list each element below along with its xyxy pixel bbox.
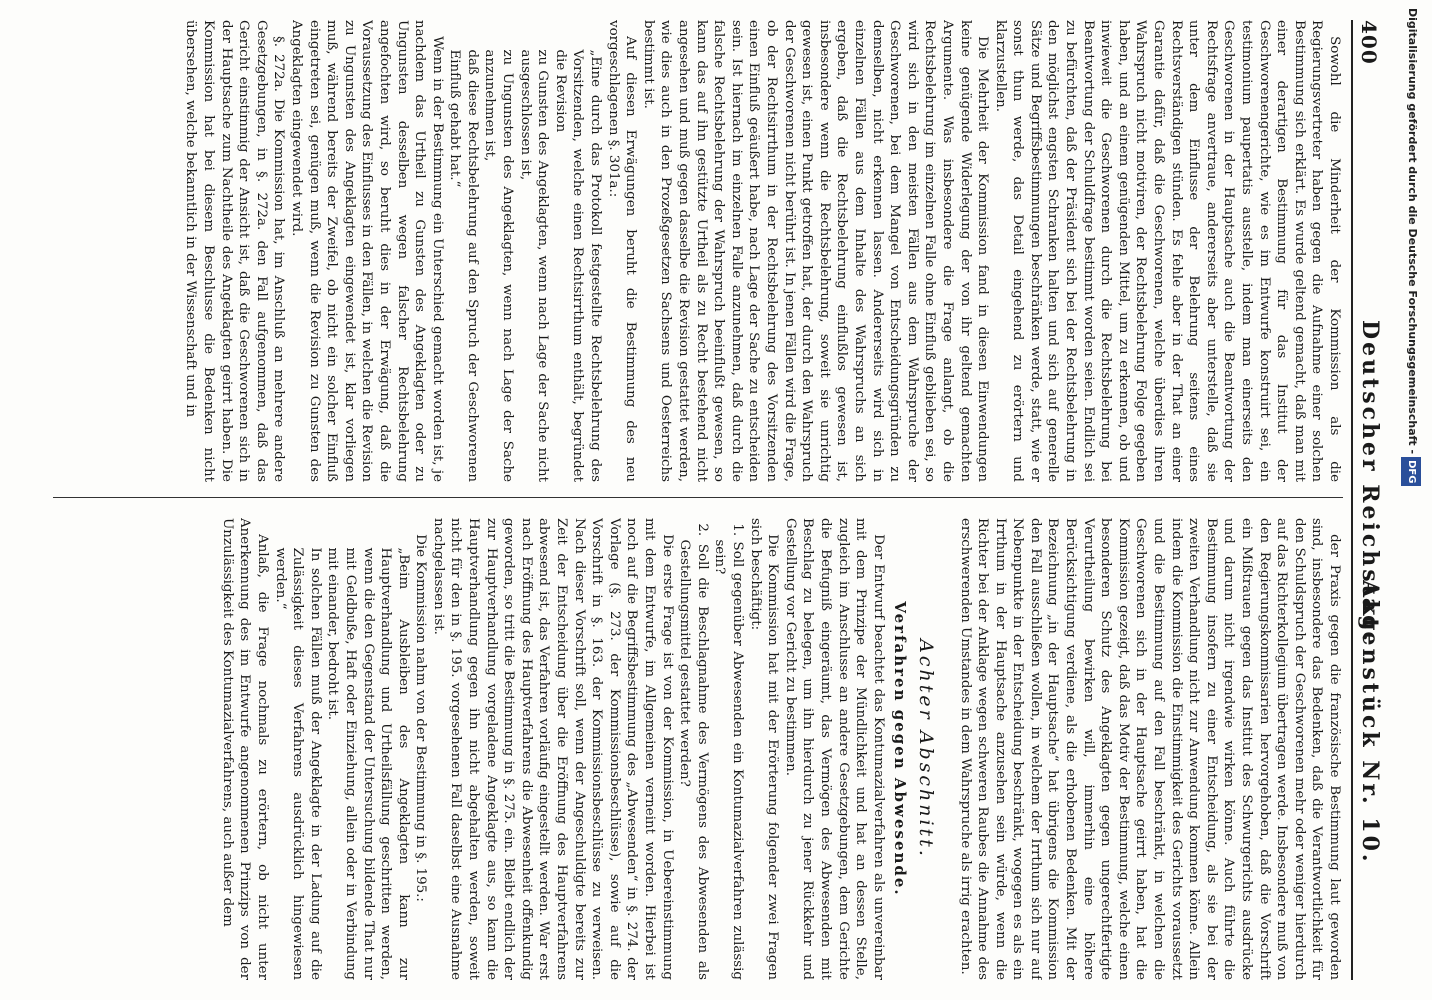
quotation: zu Gunsten des Angeklagten, wenn nach Lage der Sache nicht ausgeschlossen ist, (517, 49, 551, 482)
quotation: In solchen Fällen muß der Angeklagte in der Ladung auf die Zulässigkeit dieses Verfahrens ausdrücklich hingewiesen werden.“ (272, 547, 323, 980)
footer-text (1400, 8, 1422, 993)
digitization-footer (1402, 8, 1428, 993)
numbered-item: 2. Soll die Beschlagnahme des Vermögens des Abwesenden als Gestellungsmittel gestattet werden? (677, 523, 710, 980)
page-header (1351, 20, 1389, 980)
numbered-item: 1. Soll gegenüber Abwesenden ein Kontumazialverfahren zulässig sein? (712, 523, 745, 980)
paragraph: Die Mehrheit der Kommission fand in diesen Einwendungen keine genügende Widerlegung der von ihr geltend gemachten Argumente. Was insbesondere die Frage anlangt, ob die Rechtsbelehrung im einzelnen Falle ohne Einfluß geblieben sei, so wird sich in den meisten Fällen aus dem Wahrspruche der Geschworenen, bei dem Mangel von Entscheidungsgründen zu demselben, nicht erkennen lassen. Andererseits wird sich in einzelnen Fällen aus dem Inhalte des Wahrspruchs an sich ergeben, daß die Rechtsbelehrung einflußlos gewesen ist, insbesondere wenn die Rechtsbelehrung, soweit sie unrichtig gewesen ist, einen Punkt getroffen hat, der durch den Wahrspruch der Geschworenen nicht berührt ist. In jenen Fällen wird die Frage, ob der Rechtsirrthum in der Rechtsbelehrung des Vorsitzenden einen Einfluß geäußert habe, nach Lage der Sache zu entscheiden sein. Ist hiernach im einzelnen Falle anzunehmen, daß durch die falsche Rechtsbelehrung der Wahrspruch beeinflußt gewesen, so kann das auf ihn gestützte Urtheil als zu Recht bestehend nicht angesehen und muß gegen dasselbe die Revision gestattet werden, wie dies auch in den Prozeßgesetzen Sachsens und Oesterreichs bestimmt ist. (640, 20, 991, 482)
quotation: zu Ungunsten des Angeklagten, wenn nach Lage der Sache anzunehmen ist, (482, 49, 516, 482)
paragraph: Anlaß, die Frage nochmals zu erörtern, ob nicht unter Anerkennung des im Entwurfe angenommenen Prinzips von der Unzulässigkeit des Kontumazialverfahrens, auch außer dem (219, 518, 270, 980)
digitization-note: Digitalisierung gefördert durch die Deutsche Forschungsgemeinschaft - (1406, 8, 1419, 455)
paragraph: §. 272a. Die Kommission hat, im Anschluß an mehrere andere Gesetzgebungen, in §. 272a. den Fall aufgenommen, daß das Gericht einstimmig der Ansicht ist, daß die Geschworenen sich in der Hauptsache zum Nachtheile des Angeklagten geirrt haben. Die Kommission hat bei diesem Beschlusse die Bedenken nicht übersehen, welche bekanntlich in der Wissenschaft und in (183, 20, 287, 482)
paragraph: Der Entwurf beachtet das Kontumazialverfahren als unvereinbar mit dem Prinzipe der Mündlichkeit und hat an dessen Stelle, zugleich im Anschlusse an andere Gesetzgebungen, dem Gerichte die Befugniß eingeräumt, das Vermögen des Abwesenden mit Beschlag zu belegen, um ihn hierdurch zu jener Rückkehr und Gestellung vor Gericht zu bestimmen. (782, 518, 886, 980)
paragraph: Auf diesen Erwägungen beruht die Bestimmung des neu vorgeschlagenen §. 301a.: (605, 20, 639, 482)
paragraph: Die Kommission nahm von der Bestimmung in §. 195.: (413, 534, 429, 902)
right-column (53, 518, 1343, 980)
left-column (53, 20, 1343, 482)
paragraph: Die erste Frage ist von der Kommission, in Uebereinstimmung mit dem Entwurfe, im Allgemeinen verneint worden. Hierbei ist noch auf die Begriffsbestimmung des „Abwesenden“ in §. 274. der Vorlage (§. 273. der Kommissionsbeschlüsse), sowie auf die Vorschrift in §. 163. der Kommissionsbeschlüsse zu verweisen. Nach dieser Vorschrift soll, wenn der Angeschuldigte bereits zur Zeit der Entscheidung über die Eröffnung des Hauptverfahrens abwesend ist, das Verfahren vorläufig eingestellt werden. War erst nach Eröffnung des Hauptverfahrens die Abwesenheit offenkundig geworden, so tritt die Bestimmung in §. 275. ein. Bleibt endlich der zur Hauptverhandlung vorgeladene Angeklagte aus, so kann die Hauptverhandlung gegen ihn nicht abgehalten werden, soweit nicht für den in §. 195. vorgesehenen Fall daselbst eine Ausnahme nachgelassen ist. (430, 518, 675, 980)
page-number: 400 (1357, 20, 1381, 65)
column-divider (53, 497, 1343, 498)
dfg-badge: DFG (1401, 457, 1421, 486)
document-page (35, 0, 1395, 990)
paragraph: Die Kommission hat mit der Erörterung folgender zwei Fragen sich beschäftigt: (747, 518, 781, 980)
section-subtitle: Verfahren gegen Abwesende. (891, 601, 910, 897)
quotation: „Beim Ausbleiben des Angeklagten kann zur Hauptverhandlung und Urtheilsfällung geschritten werden, wenn die den Gegenstand der Untersuchung bildende That nur mit Geldbuße, Haft oder Einziehung, allein oder in Verbindung mit einander, bedroht ist. (325, 547, 411, 980)
paragraph: Wenn in der Bestimmung ein Unterschied gemacht worden ist, je nachdem das Urtheil zu Gunsten des Angeklagten oder zu Ungunsten desselben wegen falscher Rechtsbelehrung angefochten wird, so beruht dies in der Erwägung, daß die Voraussetzung des Einflusses in den Fällen, in welchen die Revision zu Ungunsten des Angeklagten eingewendet ist, klar vorliegen muß, während bereits der Zweifel, ob nicht ein solcher Einfluß eingetreten sei, genügen muß, wenn die Revision zu Gunsten des Angeklagten eingewendet wird. (288, 20, 445, 482)
quotation: daß diese Rechtsbelehrung auf den Spruch der Geschworenen Einfluß gehabt hat.“ (447, 49, 480, 482)
paragraph: der Praxis gegen die französische Bestimmung laut geworden sind, insbesondere das Bedenken, daß die Verantwortlichkeit für den Schuldspruch der Geschworenen mehr oder weniger hierdurch auf das Richterkollegium übertragen werde. Insbesondere muß von den Regierungskommissarien hervorgehoben, daß die Vorschrift ein Mißtrauen gegen das Institut des Schwurgerichts ausdrücke und darum nicht irgendwie wirken könne. Auch führte die Bestimmung insofern zu einer Entscheidung, als sie bei der zweiten Verhandlung nicht zur Anwendung kommen könne. Allein indem die Kommission die Einstimmigkeit des Gerichts voraussetzt und die Bestimmung auf den Fall beschränkt, in welchen die Geschworenen sich in der Hauptsache geirrt haben, hat die Kommission gezeigt, daß das Motiv der Bestimmung, welche einen besonderen Schutz des Angeklagten gegen ungerechtfertigte Verurtheilung bewirken will, immerhin eine höhere Berücksichtigung verdiene, als die erhobenen Bedenken. Mit der Bezeichnung „in der Hauptsache“ hat übrigens die Kommission den Fall ausschließen wollen, in welchem der Irrthum sich nur auf Nebenpunkte in der Entscheidung beschränkt, wogegen es als ein Irrthum in der Hauptsache anzusehen sein würde, wenn die Richter bei der Anklage wegen schweren Raubes die Annahme des erschwerenden Umstandes in dem Wahrspruche als irrig erachten. (957, 518, 1342, 980)
header-left-title: Deutscher Reichstag. (1357, 320, 1383, 645)
paragraph: Sowohl die Minderheit der Kommission als die Regierungsvertreter haben gegen die Aufnahme einer solchen Bestimmung sich erklärt. Es wurde geltend gemacht, daß man mit einer derartigen Bestimmung für das Institut der Geschworenengerichte, wie es im Entwurfe konstruirt sei, ein testimonium paupertatis ausstelle, indem man einerseits den Geschworenen in der Hauptsache auch die Beantwortung der Rechtsfrage anvertraue, andererseits aber unterstelle, daß sie unter dem Einflusse der Belehrung seitens eines Rechtsverständigen stünden. Es fehle aber in der That an einer Garantie dafür, daß die Geschworenen, welche überdies ihren Wahrspruch nicht motiviren, der Rechtsbelehrung Folge gegeben haben, und an einem genügenden Mittel, um zu erkennen, ob und inwieweit die Geschworenen durch die Rechtsbelehrung bei Beantwortung der Schuldfrage bestimmt worden seien. Endlich sei zu befürchten, daß der Präsident sich bei der Rechtsbelehrung in den möglichst engsten Schranken halten und sich auf generelle Sätze und Begriffsbestimmungen beschränken werde, statt, wie er sonst thun werde, das Detail eingehend zu erörtern und klarzustellen. (992, 20, 1342, 482)
header-right-title: Aktenstück Nr. 10. (1357, 580, 1383, 865)
quotation: „Eine durch das Protokoll festgestellte Rechtsbelehrung des Vorsitzenden, welche einen Rechtsirrthum enthält, begründet die Revision (552, 49, 604, 482)
section-title: Achter Abschnitt. (914, 639, 937, 859)
